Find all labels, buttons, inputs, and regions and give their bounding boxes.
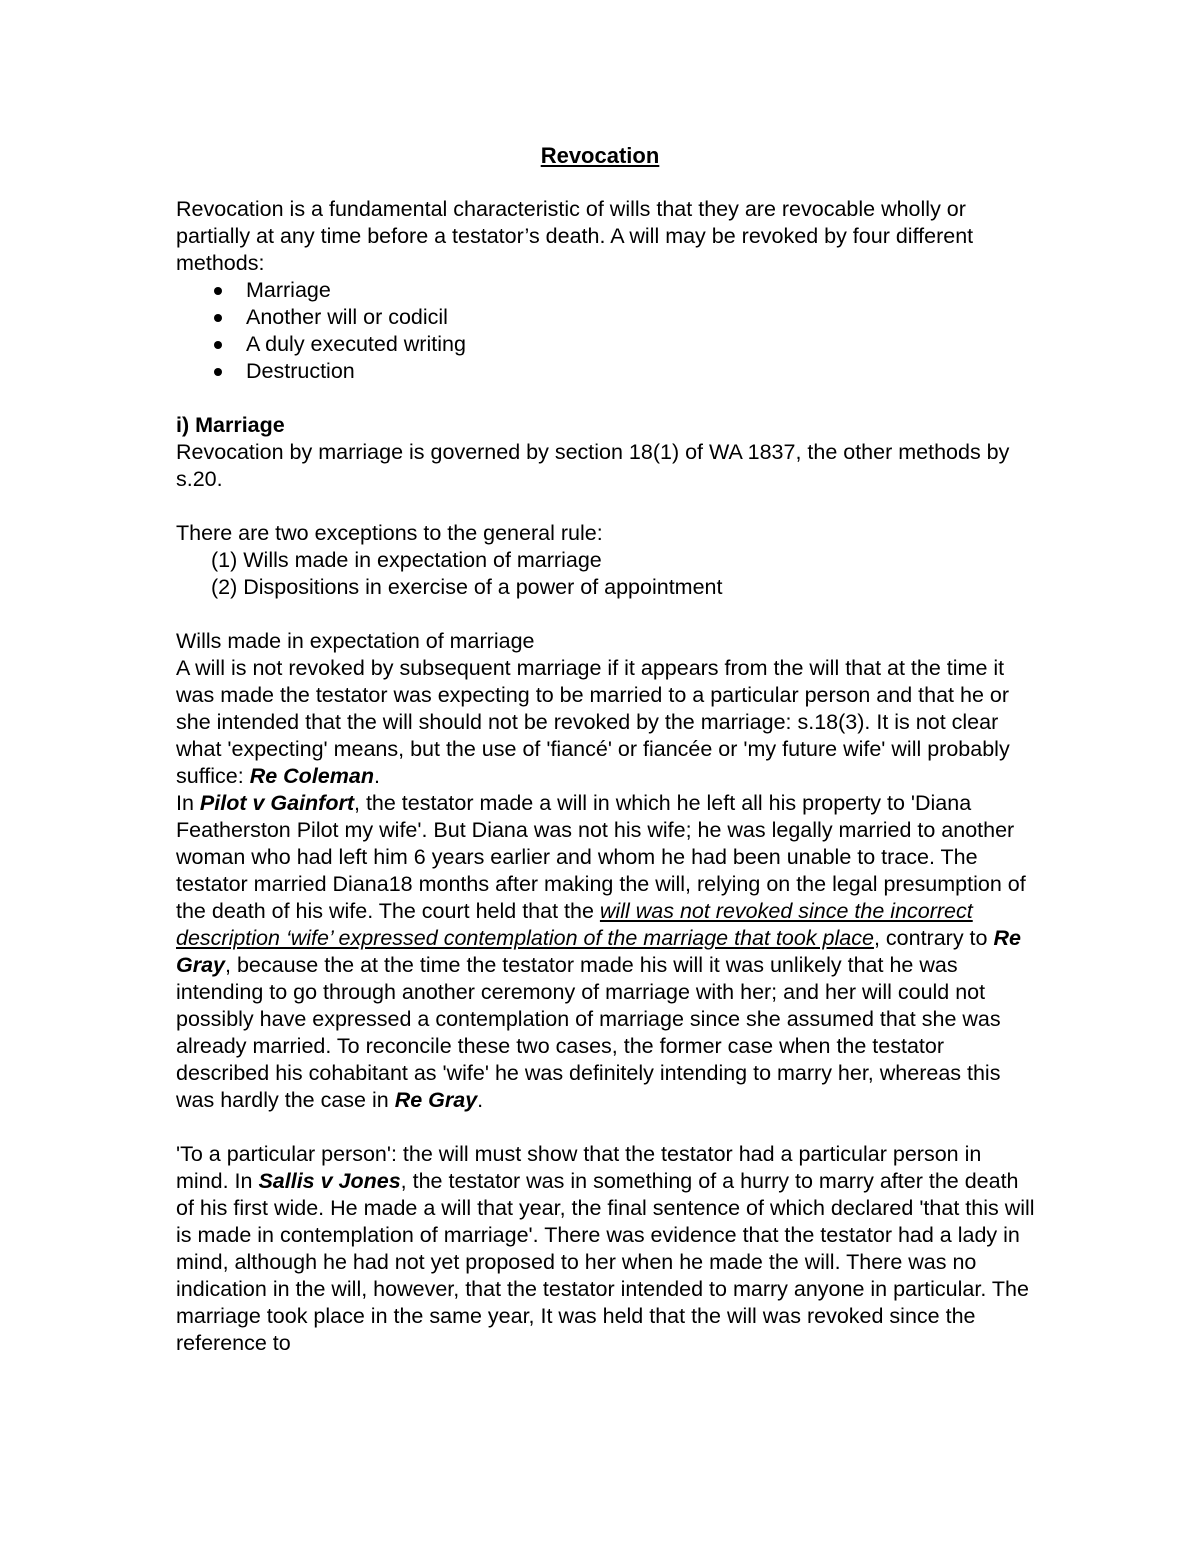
- page-title: Revocation: [540, 143, 660, 168]
- paragraph-particular-person: [176, 1141, 1036, 1357]
- section-text: Revocation by marriage is governed by section 18(1) of WA 1837, the other methods by s.20.: [176, 440, 1010, 491]
- case-name: Pilot v Gainfort: [199, 791, 354, 815]
- case-name: Sallis v Jones: [258, 1169, 401, 1193]
- paragraph-expectation: [176, 655, 1036, 790]
- sub-heading: Wills made in expectation of marriage: [176, 629, 535, 653]
- list-item: Destruction: [176, 358, 1036, 385]
- case-name: Re Coleman: [249, 764, 374, 788]
- underlined-holding: will was not revoked since the incorrect description ‘wife’ expressed contemplation of the marriage that took place: [176, 899, 973, 950]
- list-item: Marriage: [176, 277, 1036, 304]
- section-heading: i) Marriage: [176, 413, 285, 437]
- methods-list: [176, 277, 1036, 385]
- exceptions-list: [176, 547, 1036, 601]
- list-item: A duly executed writing: [176, 331, 1036, 358]
- intro-paragraph: Revocation is a fundamental characteristic of wills that they are revocable wholly or partially at any time before a testator’s death. A will may be revoked by four different methods:: [176, 197, 974, 275]
- list-item: (1) Wills made in expectation of marriage: [211, 548, 602, 572]
- paragraph-text: , the testator made a will in which he left all his property to 'Diana Featherston Pilot my wife'. But Diana was not his wife; he was legally married to another woman who had left him 6 years earlier and whom he had been unable to trace. The testator married Diana18 months after making the will, relying on the legal presumption of the death of his wife. The court held that the: [176, 791, 1026, 923]
- list-item: Another will or codicil: [176, 304, 1036, 331]
- document-body: [176, 142, 1036, 1357]
- list-item: (2) Dispositions in exercise of a power of appointment: [211, 575, 723, 599]
- paragraph-text: , the testator was in something of a hurry to marry after the death of his first wide. He made a will that year, the final sentence of which declared 'that this will is made in contemplation of marriage'. There was evidence that the testator had a lady in mind, although he had not yet proposed to her when he made the will. There was no indication in the will, however, that the testator intended to marry anyone in particular. The marriage took place in the same year, It was held that the will was revoked since the reference to: [176, 1169, 1035, 1355]
- case-name: Re Gray: [394, 1088, 478, 1112]
- paragraph-text: In: [176, 791, 200, 815]
- paragraph-text: 'To a particular person': the will must show that the testator had a particular person in mind. In: [176, 1142, 982, 1193]
- exceptions-intro: There are two exceptions to the general rule:: [176, 521, 603, 545]
- paragraph-text: , contrary to: [873, 926, 994, 950]
- case-name: Re Gray: [176, 926, 1021, 977]
- paragraph-text: .: [373, 764, 380, 788]
- paragraph-pilot: [176, 790, 1036, 1114]
- paragraph-text: , because the at the time the testator made his will it was unlikely that he was intending to go through another ceremony of marriage with her; and her will could not possibly have expressed a contemplation of marriage since she assumed that she was already married. To reconcile these two cases, the former case when the testator described his cohabitant as 'wife' he was definitely intending to marry her, whereas this was hardly the case in: [176, 953, 1001, 1112]
- paragraph-text: .: [477, 1088, 484, 1112]
- paragraph-text: A will is not revoked by subsequent marriage if it appears from the will that at the time it was made the testator was expecting to be married to a particular person and that he or she intended that the will should not be revoked by the marriage: s.18(3). It is not clear what 'expecting' means, but the use of 'fiancé' or fiancée or 'my future wife' will probably suffice:: [176, 656, 1010, 788]
